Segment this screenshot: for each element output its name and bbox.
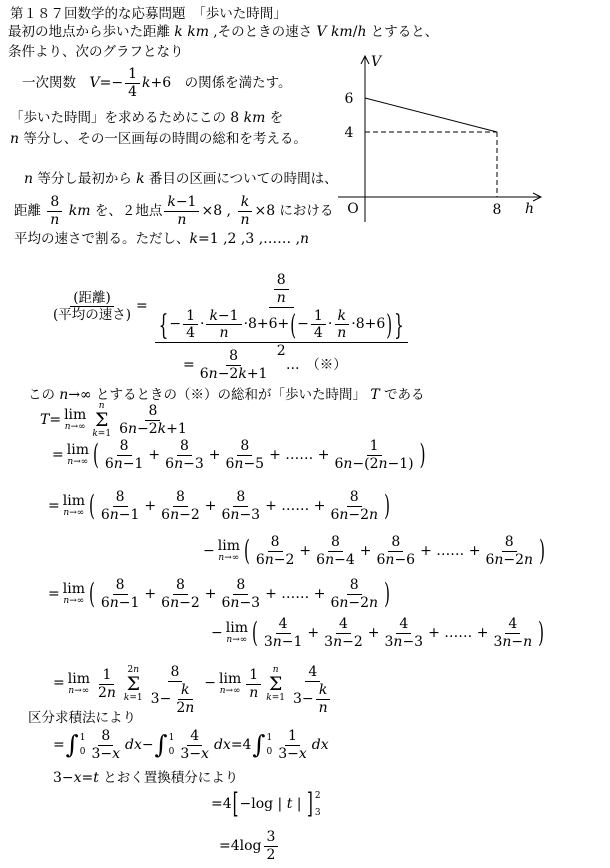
para-distance-speed: 最初の地点から歩いた距離 k km ,そのときの速さ V km/h とすると、 [8,24,439,41]
para-distance-points: 距離 8 n km を、２地点 $\frac{k-1}{n}$ ×8 , $\frac{k}{n}$ ×8 における [14,194,334,228]
eq-result-star: = $\frac{8}{6n-2k+1}$ … （※） [183,348,347,382]
eq-riemann-sums: = lim n→∞ 1 2n 2n Σ k=1 8 3− $\frac{k}{2n}$ − lim n→∞ 1 n n Σ k=1 4 3− $\frac{k}{n}$ [53,652,338,716]
eq-final-answer: =4log 3 2 [219,829,280,864]
para-limit-sum-T: この n→∞ とするときの（※）の総和が「歩いた時間」 T である [28,387,425,404]
eq-log-bracket: =4 [ −log | t | ] 2 3 [211,787,321,821]
origin-label: O [347,201,359,217]
para-kth-section: n 等分し最初から k 番目の区画についての時間は、 [24,171,338,188]
eq-linear-function: 一次関数 V=− $\frac{1}{4}$ k+6 の関係を満たす。 [22,66,292,100]
graph [335,50,565,225]
eq-integrals: = ∫ 1 0 8 3−x dx− ∫ 1 0 4 3−x dx=4 ∫ 1 0 1 3−x dx [53,728,329,762]
h-axis-label: h [525,201,535,217]
eq-series-odd: = lim n→∞ ( 8 6n−1 + $\frac{8}{6n-3}$ + $\frac{8}{6n-5}$ + …… + $\frac{1}{6n-(2n-1)}$ ) [52,437,426,472]
graph-line [365,98,497,132]
tick-4: 4 [344,125,354,141]
eq-series-half-sub: − lim n→∞ ( 4 3n−1 + $\frac{4}{3n-2}$ + $\frac{4}{3n-3}$ + …… + $\frac{4}{3n-n}$ ) [211,615,545,650]
para-walk-time-8km: 「歩いた時間」を求めるためにこの 8 km を [10,110,284,127]
tick-8: 8 [492,202,502,218]
eq-series-all: = lim n→∞ ( 8 6n−1 + $\frac{8}{6n-2}$ + $\frac{8}{6n-3}$ + …… + $\frac{8}{6n-2n}$ ) [48,488,390,523]
eq-distance-over-avg: (距離) (平均の速さ) = 8 n { − $\frac{1}{4}$ · k−1 n ·8+6+ ( − $\frac{1}{4}$ · k n ·8+6 ) } 2 [48,254,415,360]
eq-series-all-2: = lim n→∞ ( 8 6n−1 + $\frac{8}{6n-2}$ + $\frac{8}{6n-3}$ + …… + $\frac{8}{6n-2n}$ ) [48,576,390,611]
title: 第１８７回数学的な応募問題 「歩いた時間」 [10,6,287,22]
tick-6: 6 [344,91,354,107]
eq-series-even-sub: − lim n→∞ ( 8 6n−2 + $\frac{8}{6n-4}$ + $\frac{8}{6n-6}$ + …… + $\frac{8}{6n-2n}$ ) [203,533,545,568]
para-n-division: n 等分し、その一区画毎の時間の総和を考える。 [10,131,307,148]
para-substitution: 3−x=t とおく置換積分により [53,770,239,787]
para-condition-graph: 条件より、次のグラフとなり [8,44,184,60]
para-average-speed: 平均の速さで割る。ただし、 k=1 ,2 ,3 ,…… ,n [14,231,310,248]
para-riemann-method: 区分求積法により [28,710,136,726]
eq-T-sum: T= lim n→∞ n Σ k=1 8 6n−2k+1 [40,401,187,440]
v-axis-label: V [371,54,382,70]
